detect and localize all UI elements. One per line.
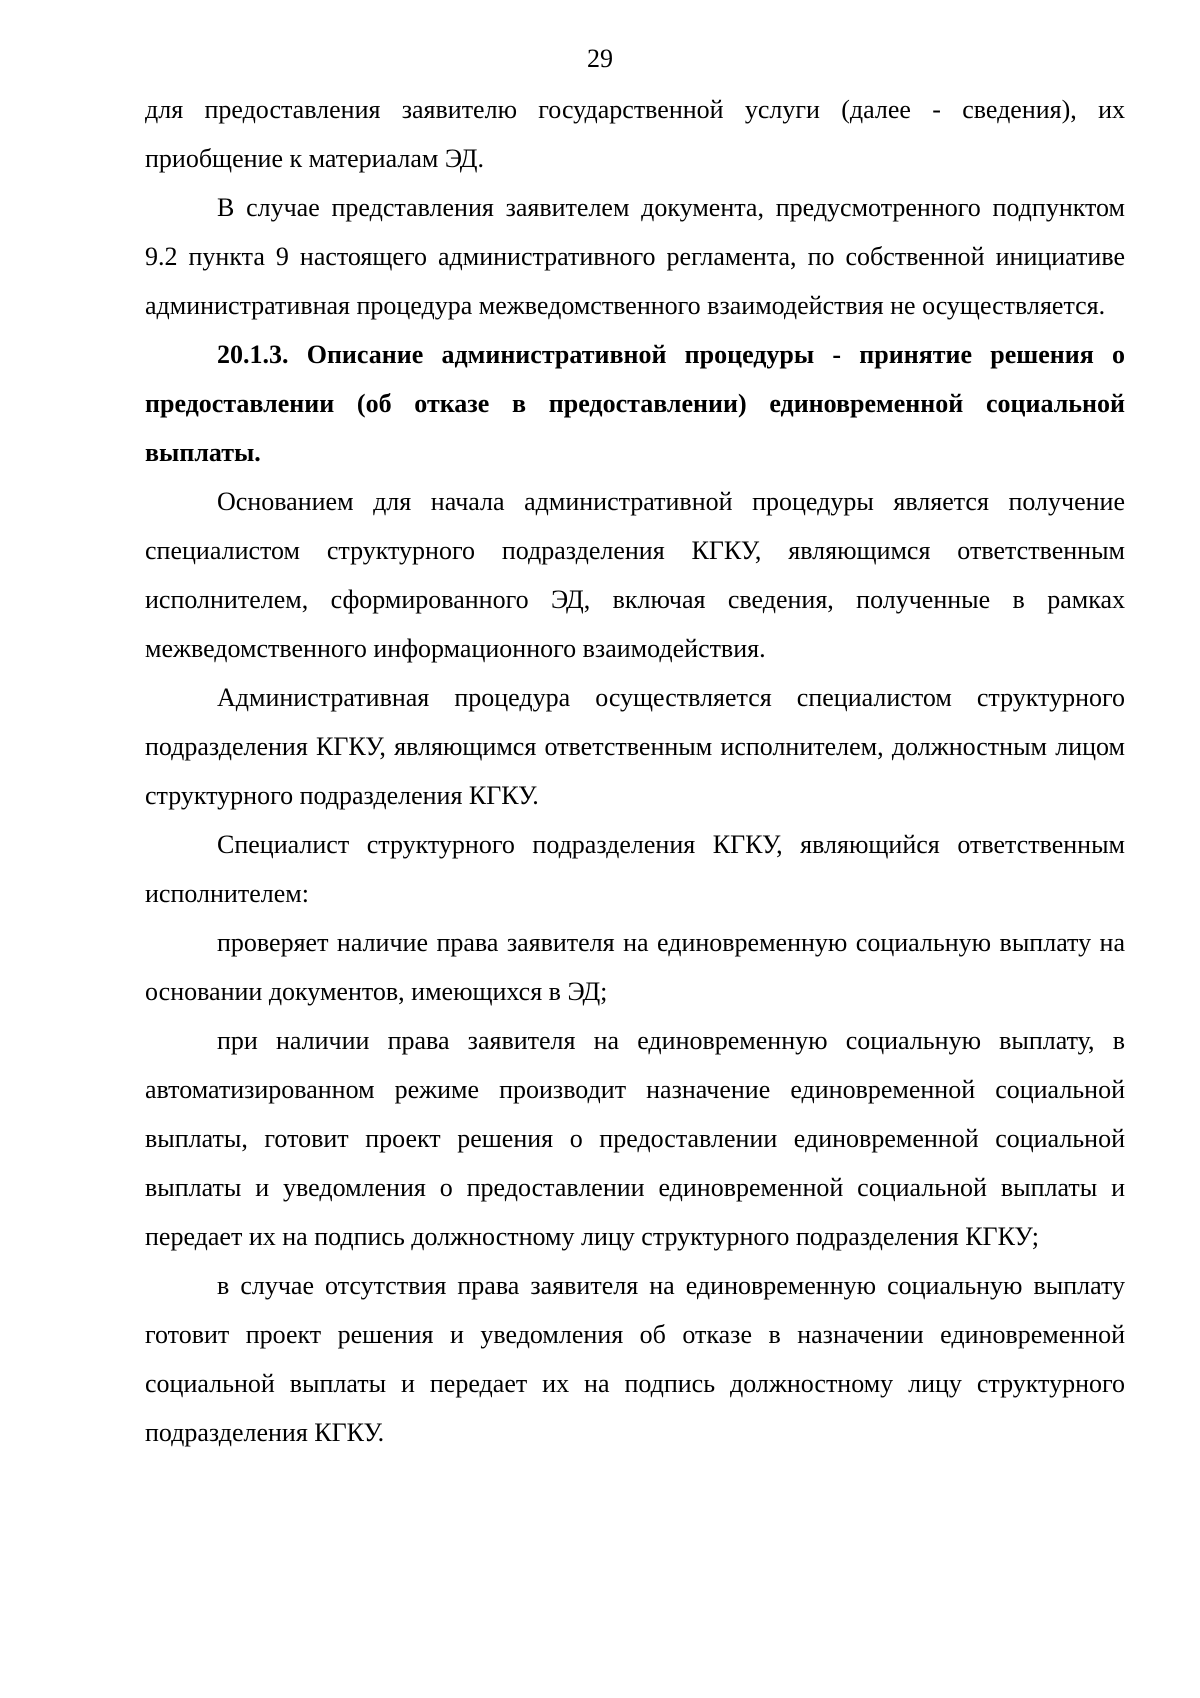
paragraph-basis: Основанием для начала административной процедуры является получение специалистом структурного подразделения КГКУ, являющимся ответственным исполнителем, сформированного ЭД, включая сведения, полученные в рамках межведомственного информационного взаимодействия.: [145, 487, 1125, 663]
document-body: [145, 85, 1125, 1457]
paragraph-continuation: для предоставления заявителю государственной услуги (далее - сведения), их приобщение к материалам ЭД.: [145, 95, 1125, 173]
paragraph-initiative: В случае представления заявителем документа, предусмотренного подпунктом 9.2 пункта 9 настоящего административного регламента, по собственной инициативе административная процедура межведомственного взаимодействия не осуществляется.: [145, 193, 1125, 320]
section-heading: 20.1.3. Описание административной процедуры - принятие решения о предоставлении (об отказе в предоставлении) единовременной социальной выплаты.: [145, 340, 1125, 467]
paragraph-specialist: Специалист структурного подразделения КГКУ, являющийся ответственным исполнителем:: [145, 830, 1125, 908]
paragraph-checks-right: проверяет наличие права заявителя на единовременную социальную выплату на основании документов, имеющихся в ЭД;: [145, 928, 1125, 1006]
paragraph-no-right: в случае отсутствия права заявителя на единовременную социальную выплату готовит проект решения и уведомления об отказе в назначении единовременной социальной выплаты и передает их на подпись должностному лицу структурного подразделения КГКУ.: [145, 1271, 1125, 1447]
paragraph-procedure: Административная процедура осуществляется специалистом структурного подразделения КГКУ, являющимся ответственным исполнителем, должностным лицом структурного подразделения КГКУ.: [145, 683, 1125, 810]
page-number: 29: [587, 44, 613, 73]
paragraph-has-right: при наличии права заявителя на единовременную социальную выплату, в автоматизированном режиме производит назначение единовременной социальной выплаты, готовит проект решения о предоставлении единовременной социальной выплаты и уведомления о предоставлении единовременной социальной выплаты и передает их на подпись должностному лицу структурного подразделения КГКУ;: [145, 1026, 1125, 1251]
